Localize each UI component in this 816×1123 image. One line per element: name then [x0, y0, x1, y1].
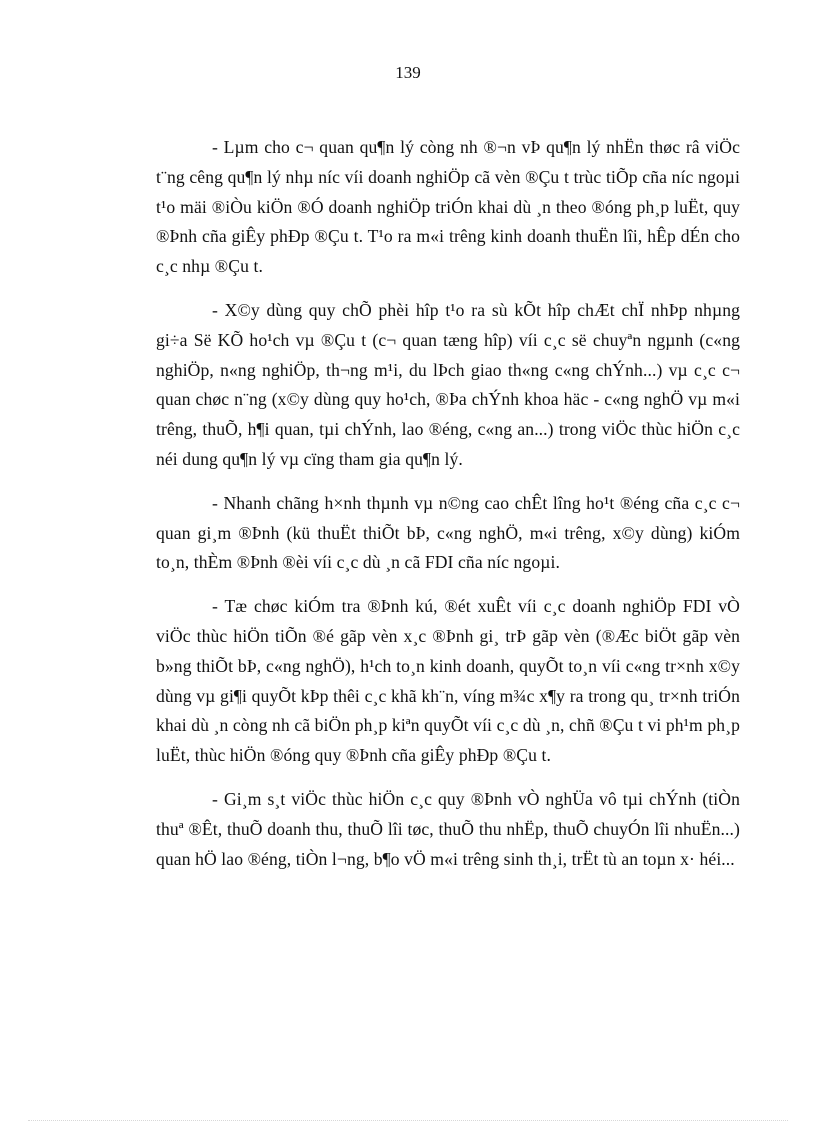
paragraph-2: - X©y dùng quy chÕ phèi hîp t¹o ra sù kÕt hîp chÆt chÏ nhÞp nhµng gi÷a Së KÕ ho¹ch vµ ®Çu t (c¬ quan tæng hîp) víi c¸c së chuyªn ngµnh (c«ng nghiÖp, n«ng nghiÖp, th¬ng m¹i, du lÞch giao th«ng c«ng chÝnh...) vµ c¸c c¬ quan chøc n¨ng (x©y dùng quy ho¹ch, ®Þa chÝnh khoa häc - c«ng nghÖ vµ m«i trêng, thuÕ, h¶i quan, tµi chÝnh, lao ®éng, c«ng an...) trong viÖc thùc hiÖn c¸c néi dung qu¶n lý vµ cïng tham gia qu¶n lý. — [156, 299, 740, 469]
page-bottom-border — [28, 1120, 788, 1121]
body-text — [156, 133, 740, 888]
paragraph-5: - Gi¸m s¸t viÖc thùc hiÖn c¸c quy ®Þnh vÒ nghÜa vô tµi chÝnh (tiÒn thuª ®Êt, thuÕ doanh thu, thuÕ lîi tøc, thuÕ thu nhËp, thuÕ chuyÓn lîi nhuËn...) quan hÖ lao ®éng, tiÒn l¬ng, b¶o vÖ m«i trêng sinh th¸i, trËt tù an toµn x· héi... — [156, 788, 740, 869]
paragraph-1: - Lµm cho c¬ quan qu¶n lý còng nh ®¬n vÞ qu¶n lý nhËn thøc râ viÖc t¨ng cêng qu¶n lý nhµ níc víi doanh nghiÖp cã vèn ®Çu t trùc tiÕp cña níc ngoµi t¹o mäi ®iÒu kiÖn ®Ó doanh nghiÖp triÓn khai dù ¸n theo ®óng ph¸p luËt, quy ®Þnh cña giÊy phÐp ®Çu t. T¹o ra m«i trêng kinh doanh thuËn lîi, hÊp dÉn cho c¸c nhµ ®Çu t. — [156, 137, 740, 277]
page-number: 139 — [395, 63, 421, 82]
paragraph-3: - Nhanh chãng h×nh thµnh vµ n©ng cao chÊt lîng ho¹t ®éng cña c¸c c¬ quan gi¸m ®Þnh (kü thuËt thiÕt bÞ, c«ng nghÖ, m«i trêng, x©y dùng) kiÓm to¸n, thÈm ®Þnh ®èi víi c¸c dù ¸n cã FDI cña níc ngoµi. — [156, 492, 740, 573]
paragraph-4: - Tæ chøc kiÓm tra ®Þnh kú, ®ét xuÊt víi c¸c doanh nghiÖp FDI vÒ viÖc thùc hiÖn tiÕn ®é gãp vèn x¸c ®Þnh gi¸ trÞ gãp vèn (®Æc biÖt gãp vèn b»ng thiÕt bÞ, c«ng nghÖ), h¹ch to¸n kinh doanh, quyÕt to¸n víi c«ng tr×nh x©y dùng vµ gi¶i quyÕt kÞp thêi c¸c khã kh¨n, víng m¾c x¶y ra trong qu¸ tr×nh triÓn khai dù ¸n còng nh cã biÖn ph¸p kiªn quyÕt víi c¸c dù ¸n, chñ ®Çu t vi ph¹m ph¸p luËt, thùc hiÖn ®óng quy ®Þnh cña giÊy phÐp ®Çu t. — [156, 596, 740, 766]
